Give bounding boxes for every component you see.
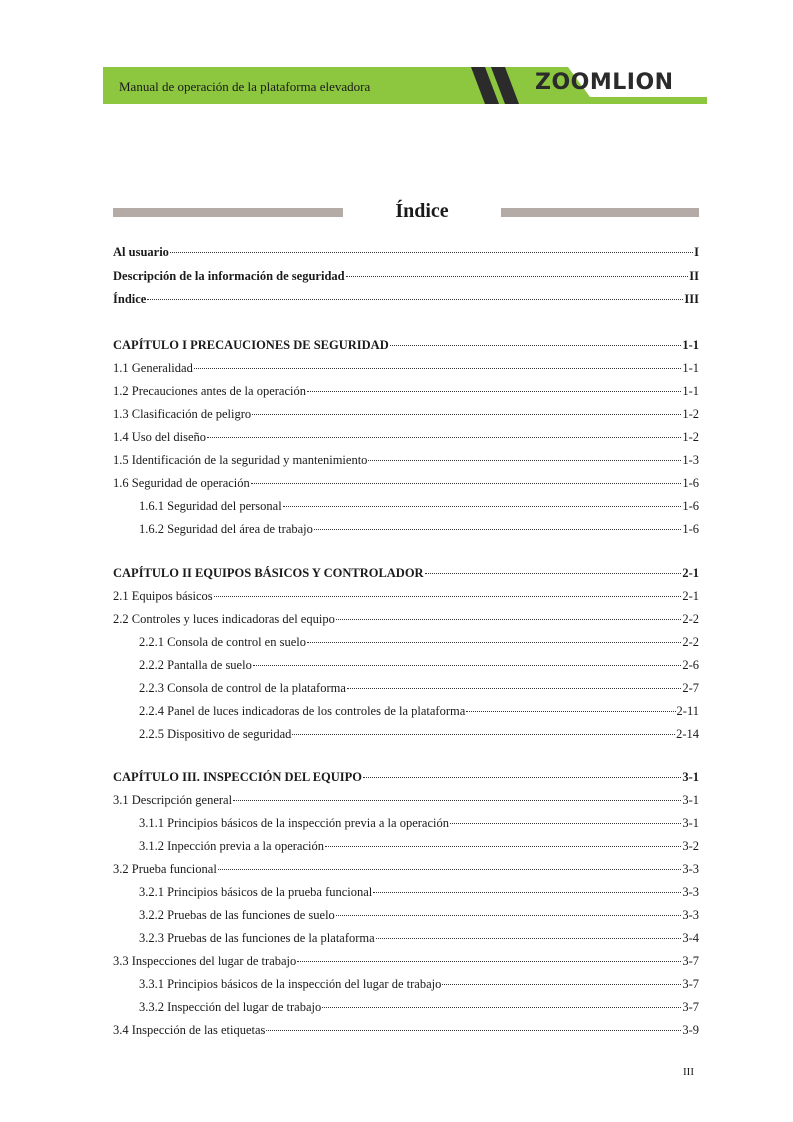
toc-dot-leader	[347, 688, 681, 689]
toc-dot-leader	[194, 368, 682, 369]
toc-dot-leader	[292, 734, 675, 735]
toc-entry[interactable]	[113, 861, 699, 877]
toc-entry[interactable]	[113, 1022, 699, 1038]
toc-entry-title: 3.3.2 Inspección del lugar de trabajo	[139, 1000, 322, 1014]
toc-entry-page: I	[694, 245, 699, 259]
toc-dot-leader	[218, 869, 682, 870]
toc-dot-leader	[307, 642, 681, 643]
toc-entry-page: 3-7	[682, 1000, 699, 1014]
toc-entry-page: II	[689, 269, 699, 283]
toc-entry-page: 3-7	[682, 977, 699, 991]
page-number: III	[683, 1066, 694, 1078]
heading-bar-left	[113, 208, 343, 217]
toc-entry-page: 1-2	[682, 407, 699, 421]
toc-entry-title: 2.2.3 Consola de control de la plataforma	[139, 681, 346, 695]
toc-dot-leader	[251, 483, 682, 484]
toc-entry-page: 3-3	[682, 885, 699, 899]
toc-entry[interactable]	[113, 406, 699, 422]
toc-dot-leader	[207, 437, 681, 438]
toc-entry-page: 3-1	[682, 816, 699, 830]
toc-entry[interactable]	[113, 953, 699, 969]
page-title: Índice	[395, 200, 449, 222]
toc-dot-leader	[376, 938, 682, 939]
toc-dot-leader	[346, 276, 689, 277]
toc-entry-title: CAPÍTULO III. INSPECCIÓN DEL EQUIPO	[113, 770, 363, 784]
toc-entry-title: CAPÍTULO II EQUIPOS BÁSICOS Y CONTROLADOR	[113, 566, 424, 580]
toc-entry-title: 2.1 Equipos básicos	[113, 589, 213, 603]
toc-entry-page: 2-14	[676, 727, 699, 741]
toc-entry-page: 2-1	[682, 589, 699, 603]
toc-entry-page: 2-11	[676, 704, 699, 718]
toc-entry-page: 1-1	[682, 338, 699, 352]
toc-entry-page: 1-3	[682, 453, 699, 467]
index-heading	[113, 198, 699, 226]
toc-entry-title: 3.3 Inspecciones del lugar de trabajo	[113, 954, 297, 968]
toc-entry-title: 1.2 Precauciones antes de la operación	[113, 384, 306, 398]
toc-entry-title: 2.2 Controles y luces indicadoras del equipo	[113, 612, 335, 626]
toc-dot-leader	[425, 573, 682, 574]
toc-entry-title: 3.1.1 Principios básicos de la inspección previa a la operación	[139, 816, 449, 830]
toc-entry-title: 3.4 Inspección de las etiquetas	[113, 1023, 266, 1037]
toc-dot-leader	[325, 846, 681, 847]
toc-entry[interactable]	[113, 884, 699, 900]
toc-entry[interactable]	[113, 521, 699, 537]
toc-entry-title: 3.3.1 Principios básicos de la inspección del lugar de trabajo	[139, 977, 442, 991]
toc-entry-title: 3.2.3 Pruebas de las funciones de la plataforma	[139, 931, 375, 945]
toc-dot-leader	[283, 506, 682, 507]
toc-dot-leader	[297, 961, 681, 962]
toc-entry[interactable]	[113, 634, 699, 650]
toc-entry[interactable]	[113, 976, 699, 992]
toc-dot-leader	[214, 596, 682, 597]
toc-dot-leader	[233, 800, 681, 801]
toc-entry-page: 1-1	[682, 384, 699, 398]
toc-dot-leader	[253, 665, 682, 666]
toc-entry[interactable]	[113, 268, 699, 284]
manual-title: Manual de operación de la plataforma elevadora	[119, 79, 371, 94]
toc-entry[interactable]	[113, 291, 699, 307]
toc-entry-title: 1.3 Clasificación de peligro	[113, 407, 252, 421]
toc-entry-title: 3.2.2 Pruebas de las funciones de suelo	[139, 908, 335, 922]
toc-dot-leader	[390, 345, 682, 346]
toc-dot-leader	[307, 391, 681, 392]
toc-entry-page: 1-6	[682, 476, 699, 490]
toc-entry-page: 1-1	[682, 361, 699, 375]
toc-entry[interactable]	[113, 769, 699, 785]
toc-entry-title: 1.6 Seguridad de operación	[113, 476, 250, 490]
toc-entry-page: 2-7	[682, 681, 699, 695]
toc-dot-leader	[314, 529, 681, 530]
toc-entry[interactable]	[113, 565, 699, 581]
toc-dot-leader	[322, 1007, 681, 1008]
toc-dot-leader	[466, 711, 675, 712]
toc-entry-page: 3-1	[682, 770, 699, 784]
toc-entry-page: 3-2	[682, 839, 699, 853]
toc-entry-title: 2.2.5 Dispositivo de seguridad	[139, 727, 292, 741]
toc-entry-title: 3.2 Prueba funcional	[113, 862, 217, 876]
toc-entry[interactable]	[113, 815, 699, 831]
toc-entry[interactable]	[113, 383, 699, 399]
toc-entry[interactable]	[113, 792, 699, 808]
toc-entry-title: CAPÍTULO I PRECAUCIONES DE SEGURIDAD	[113, 338, 389, 352]
toc-entry[interactable]	[113, 611, 699, 627]
toc-entry-title: 3.1 Descripción general	[113, 793, 233, 807]
toc-dot-leader	[450, 823, 681, 824]
toc-dot-leader	[266, 1030, 681, 1031]
toc-entry[interactable]	[113, 657, 699, 673]
toc-entry[interactable]	[113, 907, 699, 923]
toc-entry[interactable]	[113, 244, 699, 260]
toc-dot-leader	[336, 915, 682, 916]
toc-dot-leader	[373, 892, 681, 893]
toc-entry-page: 3-7	[682, 954, 699, 968]
toc-entry-title: 2.2.4 Panel de luces indicadoras de los controles de la plataforma	[139, 704, 466, 718]
toc-entry-page: 2-6	[682, 658, 699, 672]
toc-entry-page: 3-3	[682, 862, 699, 876]
toc-entry[interactable]	[113, 726, 699, 742]
toc-entry[interactable]	[113, 475, 699, 491]
toc-entry[interactable]	[113, 498, 699, 514]
toc-entry[interactable]	[113, 429, 699, 445]
zoomlion-logo-mark-icon	[465, 67, 545, 104]
toc-entry[interactable]	[113, 680, 699, 696]
heading-bar-right	[501, 208, 699, 217]
toc-entry-title: Al usuario	[113, 245, 169, 259]
toc-dot-leader	[170, 252, 693, 253]
toc-dot-leader	[336, 619, 682, 620]
toc-entry-title: 2.2.2 Pantalla de suelo	[139, 658, 252, 672]
toc-entry-title: 1.6.2 Seguridad del área de trabajo	[139, 522, 313, 536]
toc-entry-title: 3.2.1 Principios básicos de la prueba funcional	[139, 885, 373, 899]
brand-logo: ZOOMLION	[535, 70, 674, 95]
toc-entry-page: 3-9	[682, 1023, 699, 1037]
toc-entry-title: 2.2.1 Consola de control en suelo	[139, 635, 306, 649]
toc-entry-page: 2-2	[682, 635, 699, 649]
toc-entry-page: 3-3	[682, 908, 699, 922]
toc-entry[interactable]	[113, 360, 699, 376]
toc-dot-leader	[368, 460, 681, 461]
toc-entry-title: Índice	[113, 292, 147, 306]
toc-dot-leader	[147, 299, 683, 300]
toc-entry-page: 1-6	[682, 522, 699, 536]
toc-dot-leader	[363, 777, 681, 778]
toc-entry-title: 1.6.1 Seguridad del personal	[139, 499, 282, 513]
toc-entry-page: 3-4	[682, 931, 699, 945]
toc-entry-page: 2-1	[682, 566, 699, 580]
toc-entry-title: 3.1.2 Inpección previa a la operación	[139, 839, 324, 853]
toc-entry-page: 2-2	[682, 612, 699, 626]
toc-entry[interactable]	[113, 588, 699, 604]
toc-entry[interactable]	[113, 703, 699, 719]
toc-entry[interactable]	[113, 999, 699, 1015]
toc-entry[interactable]	[113, 337, 699, 353]
toc-entry-page: 1-6	[682, 499, 699, 513]
toc-entry-title: 1.4 Uso del diseño	[113, 430, 207, 444]
toc-dot-leader	[252, 414, 681, 415]
toc-entry-page: III	[684, 292, 699, 306]
toc-entry-page: 1-2	[682, 430, 699, 444]
toc-entry-title: Descripción de la información de seguridad	[113, 269, 345, 283]
toc-entry[interactable]	[113, 452, 699, 468]
toc-entry-title: 1.1 Generalidad	[113, 361, 193, 375]
toc-entry[interactable]	[113, 930, 699, 946]
toc-entry[interactable]	[113, 838, 699, 854]
toc-dot-leader	[442, 984, 681, 985]
toc-entry-page: 3-1	[682, 793, 699, 807]
toc-entry-title: 1.5 Identificación de la seguridad y mantenimiento	[113, 453, 368, 467]
